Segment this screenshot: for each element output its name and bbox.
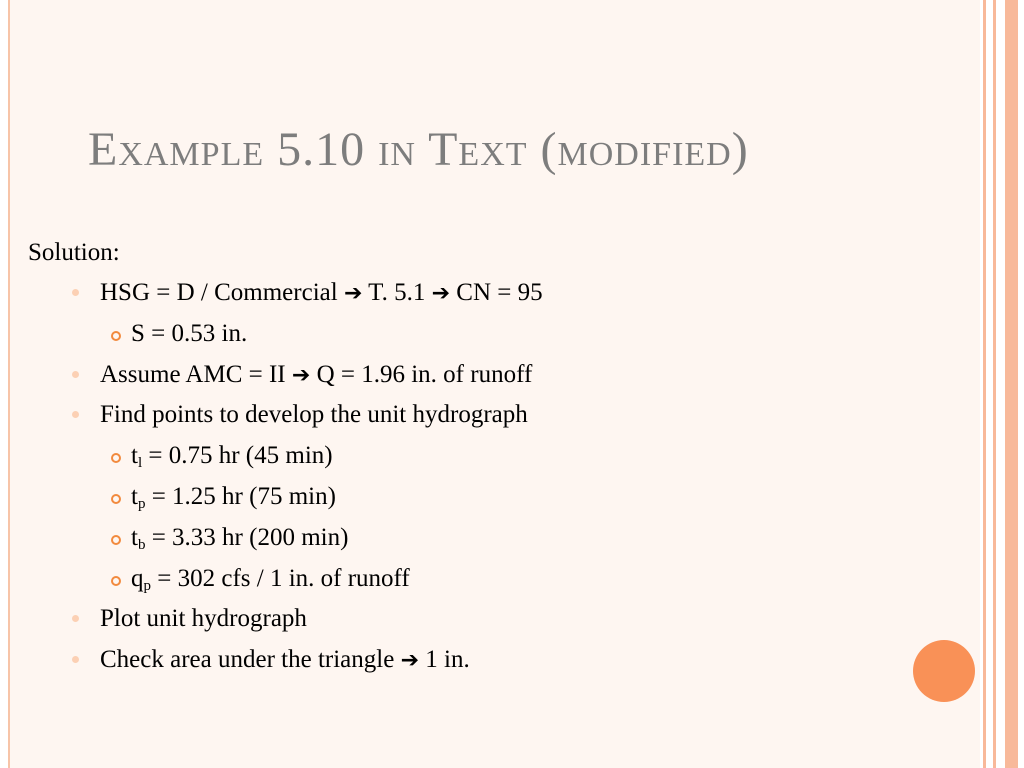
solution-label: Solution: bbox=[28, 239, 120, 266]
bullet-dot-icon bbox=[72, 656, 79, 663]
decorative-stripe bbox=[1005, 0, 1018, 768]
arrow-right-icon: ➔ bbox=[431, 281, 451, 306]
slide-content bbox=[28, 236, 908, 684]
bullet-dot-icon bbox=[72, 411, 79, 418]
list-item: S = 0.53 in. bbox=[28, 317, 908, 358]
bullet-ring-icon bbox=[111, 535, 121, 545]
arrow-right-icon: ➔ bbox=[343, 281, 363, 306]
decorative-stripe bbox=[983, 0, 986, 768]
arrow-right-icon: ➔ bbox=[291, 362, 311, 388]
arrow-right-icon: ➔ bbox=[400, 648, 419, 674]
bullet-dot-icon bbox=[72, 615, 79, 622]
list-item: $t_p = 1.25$ hr (75 min) bbox=[28, 480, 908, 521]
bullet-dot-icon bbox=[72, 371, 79, 378]
slide-title: Example 5.10 in Text (modified) bbox=[88, 123, 749, 176]
decorative-circle bbox=[913, 640, 975, 702]
list-item: $t_b = 3.33$ hr (200 min) bbox=[28, 521, 908, 562]
list-item: HSG = D / Commercial ➔ T. 5.1 ➔ CN = 95 bbox=[28, 276, 908, 317]
bullet-ring-icon bbox=[111, 453, 121, 463]
list-item: Plot unit hydrograph bbox=[28, 602, 908, 643]
list-item: $q_p = 302$ cfs / 1 in. of runoff bbox=[28, 562, 908, 603]
decorative-stripe bbox=[993, 0, 996, 768]
list-item: Assume AMC = II ➔ Q = 1.96 in. of runoff bbox=[28, 358, 908, 399]
list-item: Check area under the triangle ➔ 1 in. bbox=[28, 643, 908, 684]
list-item: Find points to develop the unit hydrograph bbox=[28, 398, 908, 439]
list-item: $t_l = 0.75$ hr (45 min) bbox=[28, 439, 908, 480]
bullet-dot-icon bbox=[72, 289, 79, 296]
bullet-ring-icon bbox=[111, 494, 121, 504]
bullet-ring-icon bbox=[111, 331, 121, 341]
bullet-ring-icon bbox=[111, 576, 121, 586]
